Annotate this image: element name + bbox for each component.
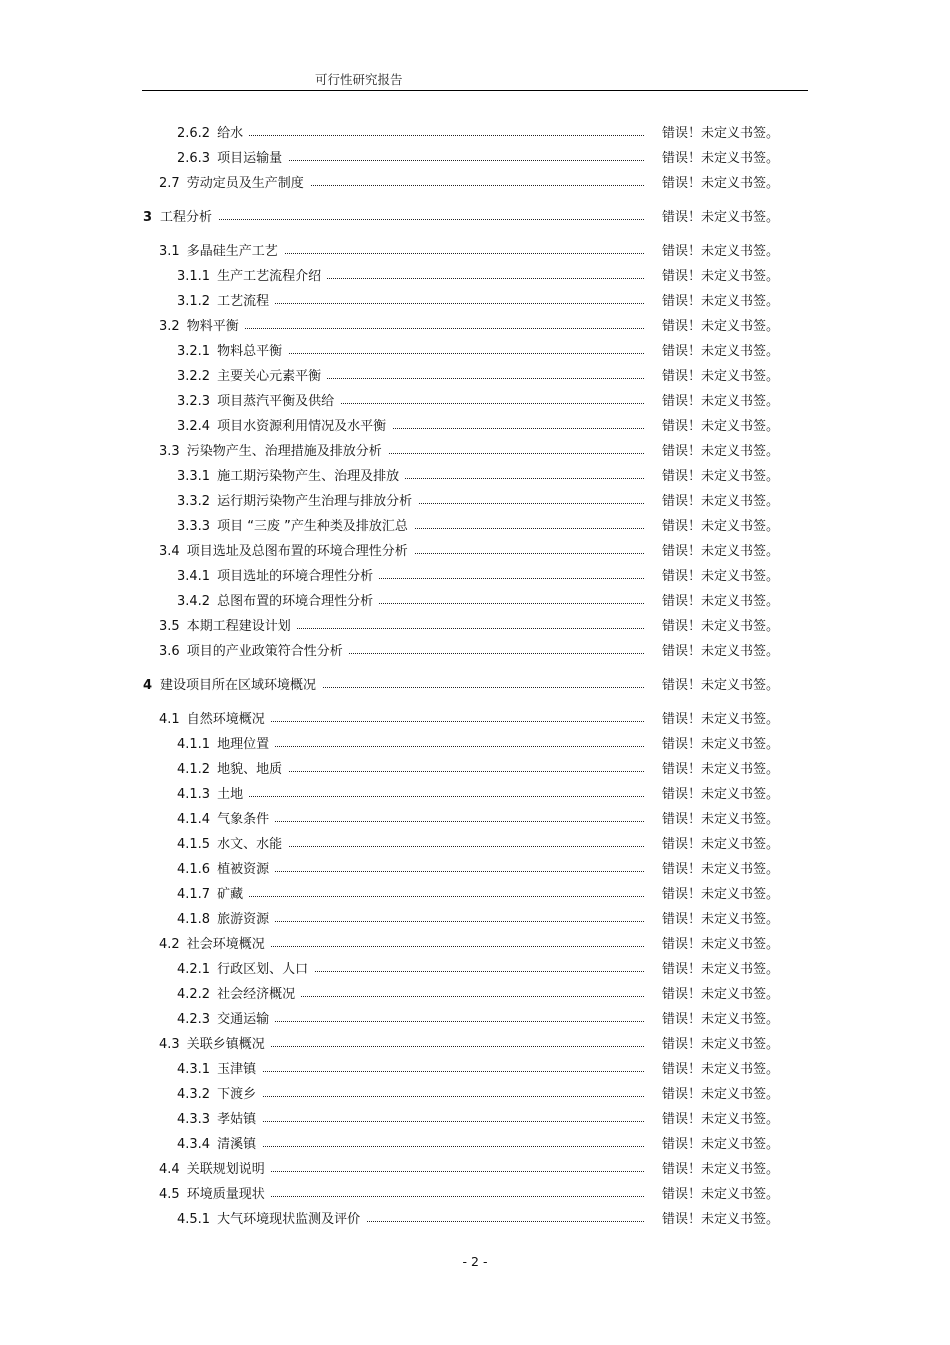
toc-entry-label [159,440,388,459]
toc-entry-number: 2.6.2 [177,126,211,141]
toc-entry-number: 3.5 [159,619,180,634]
toc-entry-title: 植被资源 [217,862,270,877]
toc-entry-page-ref: 错误！未定义书签。 [662,444,780,459]
toc-entry-label [177,758,288,777]
toc-entry[interactable] [0,536,950,561]
toc-entry-label [159,640,349,659]
toc-entry-title: 项目的产业政策符合性分析 [186,644,343,659]
toc-entry[interactable] [0,1004,950,1029]
toc-entry-label [177,1083,262,1102]
toc-entry-label [177,1008,275,1027]
toc-entry-label [177,340,288,359]
toc-entry-title: 土地 [217,787,244,802]
toc-entry[interactable] [0,1179,950,1204]
toc-entry-title: 玉津镇 [217,1062,257,1077]
toc-entry-title: 项目选址的环境合理性分析 [217,569,374,584]
toc-entry-title: 关联规划说明 [186,1162,265,1177]
toc-entry-number: 4.3.4 [177,1137,211,1152]
toc-entry-label [159,708,271,727]
toc-entry-title: 孝姑镇 [217,1112,257,1127]
toc-entry-label [177,265,327,284]
toc-entry[interactable] [0,1204,950,1229]
toc-entry-number: 4.1 [159,712,180,727]
toc-entry[interactable] [0,1154,950,1179]
toc-entry-page-ref: 错误！未定义书签。 [662,319,780,334]
toc-entry-page-ref: 错误！未定义书签。 [662,619,780,634]
toc-entry-number: 4.1.4 [177,812,211,827]
toc-entry[interactable] [0,854,950,879]
toc-entry-page-ref: 错误！未定义书签。 [662,210,780,225]
toc-entry[interactable] [0,311,950,336]
toc-entry-number: 4.1.8 [177,912,211,927]
toc-entry-number: 4.1.6 [177,862,211,877]
toc-entry-page-ref: 错误！未定义书签。 [662,962,780,977]
toc-entry-label [177,983,301,1002]
toc-entry[interactable] [0,561,950,586]
toc-entry-title: 自然环境概况 [186,712,265,727]
toc-entry-number: 4.1.5 [177,837,211,852]
toc-entry-number: 4.2.2 [177,987,211,1002]
toc-entry-page-ref: 错误！未定义书签。 [662,151,780,166]
toc-entry-page-ref: 错误！未定义书签。 [662,787,780,802]
toc-entry-label [177,783,249,802]
toc-entry-title: 运行期污染物产生治理与排放分析 [217,494,413,509]
toc-entry-number: 2.6.3 [177,151,211,166]
toc-entry-number: 3.4.2 [177,594,211,609]
toc-entry-label [177,590,379,609]
toc-entry-number: 3.2.2 [177,369,211,384]
toc-entry-number: 4.1.3 [177,787,211,802]
toc-entry-page-ref: 错误！未定义书签。 [662,1112,780,1127]
toc-entry-label [177,1133,262,1152]
toc-entry-page-ref: 错误！未定义书签。 [662,1087,780,1102]
toc-entry[interactable] [0,168,950,193]
toc-entry-label [159,540,414,559]
toc-entry-page-ref: 错误！未定义书签。 [662,1162,780,1177]
toc-entry-page-ref: 错误！未定义书签。 [662,544,780,559]
toc-entry-label [177,515,414,534]
toc-entry-title: 环境质量现状 [186,1187,265,1202]
toc-entry-label [177,883,249,902]
toc-entry-label [177,147,288,166]
toc-entry-title: 建设项目所在区域环境概况 [160,678,317,693]
toc-entry-page-ref: 错误！未定义书签。 [662,494,780,509]
toc-entry-title: 本期工程建设计划 [186,619,291,634]
toc-entry-label [177,908,275,927]
toc-entry-title: 交通运输 [217,1012,270,1027]
toc-entry-title: 行政区划、人口 [217,962,309,977]
toc-entry-label [177,858,275,877]
toc-entry-title: 下渡乡 [217,1087,257,1102]
toc-entry[interactable] [0,829,950,854]
toc-entry-label [177,1108,262,1127]
toc-entry-number: 4.2 [159,937,180,952]
toc-entry-title: 项目运输量 [217,151,283,166]
toc-entry[interactable] [0,611,950,636]
toc-entry-number: 3.3.1 [177,469,211,484]
toc-entry-number: 3.6 [159,644,180,659]
toc-entry-page-ref: 错误！未定义书签。 [662,419,780,434]
toc-entry-page-ref: 错误！未定义书签。 [662,1187,780,1202]
toc-entry[interactable] [0,411,950,436]
toc-entry-title: 清溪镇 [217,1137,257,1152]
toc-entry-label [177,415,392,434]
toc-dot-leader [184,796,644,797]
toc-entry-page-ref: 错误！未定义书签。 [662,737,780,752]
header-rule [142,90,808,91]
page-number: - 2 - [462,1254,488,1269]
toc-entry[interactable] [0,704,950,729]
toc-entry-number: 3.4.1 [177,569,211,584]
toc-entry-page-ref: 错误！未定义书签。 [662,1137,780,1152]
toc-entry-title: 物料平衡 [186,319,239,334]
toc-entry-page-ref: 错误！未定义书签。 [662,294,780,309]
toc-entry-title: 施工期污染物产生、治理及排放 [217,469,400,484]
toc-entry-title: 生产工艺流程介绍 [217,269,322,284]
running-header-title: 可行性研究报告 [315,72,403,87]
toc-entry-title: 工艺流程 [217,294,270,309]
toc-entry[interactable] [0,261,950,286]
toc-entry-number: 3.1 [159,244,180,259]
toc-entry-label [177,390,340,409]
toc-entry-page-ref: 错误！未定义书签。 [662,937,780,952]
toc-entry[interactable] [0,386,950,411]
toc-entry-number: 3.2.3 [177,394,211,409]
toc-entry[interactable] [0,779,950,804]
toc-entry[interactable] [0,754,950,779]
toc-entry-label [177,565,379,584]
toc-entry-number: 4.3 [159,1037,180,1052]
toc-entry[interactable] [0,1079,950,1104]
toc-entry[interactable] [0,636,950,661]
toc-entry[interactable] [0,236,950,261]
toc-entry-number: 4.1.1 [177,737,211,752]
toc-entry-page-ref: 错误！未定义书签。 [662,594,780,609]
toc-entry-number: 2.7 [159,176,180,191]
toc-entry-number: 3.2.1 [177,344,211,359]
toc-entry-number: 3.1.1 [177,269,211,284]
toc-entry-page-ref: 错误！未定义书签。 [662,519,780,534]
toc-entry-page-ref: 错误！未定义书签。 [662,176,780,191]
toc-entry[interactable] [0,361,950,386]
toc-entry-page-ref: 错误！未定义书签。 [662,1012,780,1027]
toc-entry-page-ref: 错误！未定义书签。 [662,126,780,141]
toc-entry-label [159,1158,271,1177]
toc-entry-page-ref: 错误！未定义书签。 [662,269,780,284]
toc-entry-label [177,122,249,141]
toc-dot-leader [184,896,644,897]
toc-entry-page-ref: 错误！未定义书签。 [662,1037,780,1052]
toc-entry-page-ref: 错误！未定义书签。 [662,887,780,902]
toc-entry-page-ref: 错误！未定义书签。 [662,837,780,852]
toc-entry-number: 3.2 [159,319,180,334]
toc-entry-number: 4.5.1 [177,1212,211,1227]
toc-entry-number: 4.2.3 [177,1012,211,1027]
toc-entry-title: 旅游资源 [217,912,270,927]
toc-entry-number: 3 [143,210,153,225]
toc-entry-label [159,240,284,259]
toc-entry-page-ref: 错误！未定义书签。 [662,712,780,727]
toc-entry[interactable] [0,202,950,227]
toc-entry-title: 工程分析 [160,210,213,225]
toc-entry[interactable] [0,1129,950,1154]
toc-entry-number: 3.2.4 [177,419,211,434]
toc-entry-page-ref: 错误！未定义书签。 [662,678,780,693]
toc-entry-page-ref: 错误！未定义书签。 [662,1212,780,1227]
toc-entry-title: 项目 “三废 ”产生种类及排放汇总 [217,519,408,534]
toc-entry-label [177,490,418,509]
toc-entry-title: 水文、水能 [217,837,283,852]
toc-entry-label [143,206,218,225]
toc-entry[interactable] [0,979,950,1004]
toc-entry[interactable] [0,1029,950,1054]
toc-entry-number: 4.1.7 [177,887,211,902]
toc-entry[interactable] [0,511,950,536]
toc-entry[interactable] [0,879,950,904]
toc-entry-title: 大气环境现状监测及评价 [217,1212,361,1227]
toc-entry[interactable] [0,1054,950,1079]
toc-entry-label [143,674,322,693]
toc-entry-title: 多晶硅生产工艺 [186,244,278,259]
toc-entry-label [177,1208,366,1227]
toc-entry[interactable] [0,143,950,168]
toc-entry-label [177,958,314,977]
toc-entry-page-ref: 错误！未定义书签。 [662,862,780,877]
toc-entry-title: 总图布置的环境合理性分析 [217,594,374,609]
toc-entry-title: 地理位置 [217,737,270,752]
toc-entry-page-ref: 错误！未定义书签。 [662,1062,780,1077]
toc-entry-label [177,290,275,309]
toc-entry-label [177,365,327,384]
toc-entry[interactable] [0,929,950,954]
toc-entry-label [159,615,297,634]
toc-entry-number: 3.3.3 [177,519,211,534]
toc-entry-page-ref: 错误！未定义书签。 [662,369,780,384]
toc-entry-number: 4.5 [159,1187,180,1202]
toc-entry-page-ref: 错误！未定义书签。 [662,344,780,359]
toc-entry-title: 主要关心元素平衡 [217,369,322,384]
toc-entry[interactable] [0,670,950,695]
toc-entry-title: 污染物产生、治理措施及排放分析 [186,444,382,459]
toc-entry-label [159,172,310,191]
toc-entry-title: 给水 [217,126,244,141]
table-of-contents [0,118,950,1229]
toc-entry-page-ref: 错误！未定义书签。 [662,762,780,777]
toc-dot-leader [150,219,644,220]
toc-entry[interactable] [0,286,950,311]
toc-entry-number: 4.3.1 [177,1062,211,1077]
toc-entry-title: 矿藏 [217,887,244,902]
toc-entry-page-ref: 错误！未定义书签。 [662,469,780,484]
toc-entry-title: 社会经济概况 [217,987,296,1002]
toc-dot-leader [184,135,644,136]
toc-entry-page-ref: 错误！未定义书签。 [662,394,780,409]
toc-entry[interactable] [0,436,950,461]
toc-entry-label [177,808,275,827]
toc-entry-page-ref: 错误！未定义书签。 [662,912,780,927]
toc-entry-number: 3.3.2 [177,494,211,509]
toc-entry[interactable] [0,461,950,486]
toc-entry-title: 劳动定员及生产制度 [186,176,304,191]
toc-entry-number: 4.1.2 [177,762,211,777]
toc-entry[interactable] [0,118,950,143]
toc-entry-title: 气象条件 [217,812,270,827]
toc-entry-number: 4.3.2 [177,1087,211,1102]
toc-entry-number: 3.1.2 [177,294,211,309]
toc-entry-number: 3.3 [159,444,180,459]
toc-entry-title: 地貌、地质 [217,762,283,777]
toc-entry[interactable] [0,954,950,979]
toc-entry-label [177,1058,262,1077]
toc-entry[interactable] [0,1104,950,1129]
toc-entry-title: 社会环境概况 [186,937,265,952]
toc-entry[interactable] [0,486,950,511]
toc-entry-label [177,833,288,852]
toc-entry[interactable] [0,904,950,929]
toc-entry[interactable] [0,586,950,611]
toc-entry-title: 物料总平衡 [217,344,283,359]
toc-entry-title: 关联乡镇概况 [186,1037,265,1052]
toc-entry[interactable] [0,729,950,754]
toc-entry-label [177,733,275,752]
toc-entry-title: 项目选址及总图布置的环境合理性分析 [186,544,408,559]
toc-entry-number: 4 [143,678,153,693]
toc-entry[interactable] [0,336,950,361]
toc-entry-label [159,315,245,334]
toc-entry-number: 4.3.3 [177,1112,211,1127]
toc-entry-number: 3.4 [159,544,180,559]
toc-entry[interactable] [0,804,950,829]
toc-entry-label [159,1183,271,1202]
toc-entry-label [159,933,271,952]
toc-entry-page-ref: 错误！未定义书签。 [662,244,780,259]
toc-entry-number: 4.4 [159,1162,180,1177]
toc-entry-page-ref: 错误！未定义书签。 [662,569,780,584]
toc-entry-label [177,465,405,484]
toc-entry-page-ref: 错误！未定义书签。 [662,644,780,659]
toc-entry-page-ref: 错误！未定义书签。 [662,987,780,1002]
toc-entry-label [159,1033,271,1052]
toc-entry-title: 项目水资源利用情况及水平衡 [217,419,387,434]
toc-entry-page-ref: 错误！未定义书签。 [662,812,780,827]
toc-entry-number: 4.2.1 [177,962,211,977]
toc-entry-title: 项目蒸汽平衡及供给 [217,394,335,409]
